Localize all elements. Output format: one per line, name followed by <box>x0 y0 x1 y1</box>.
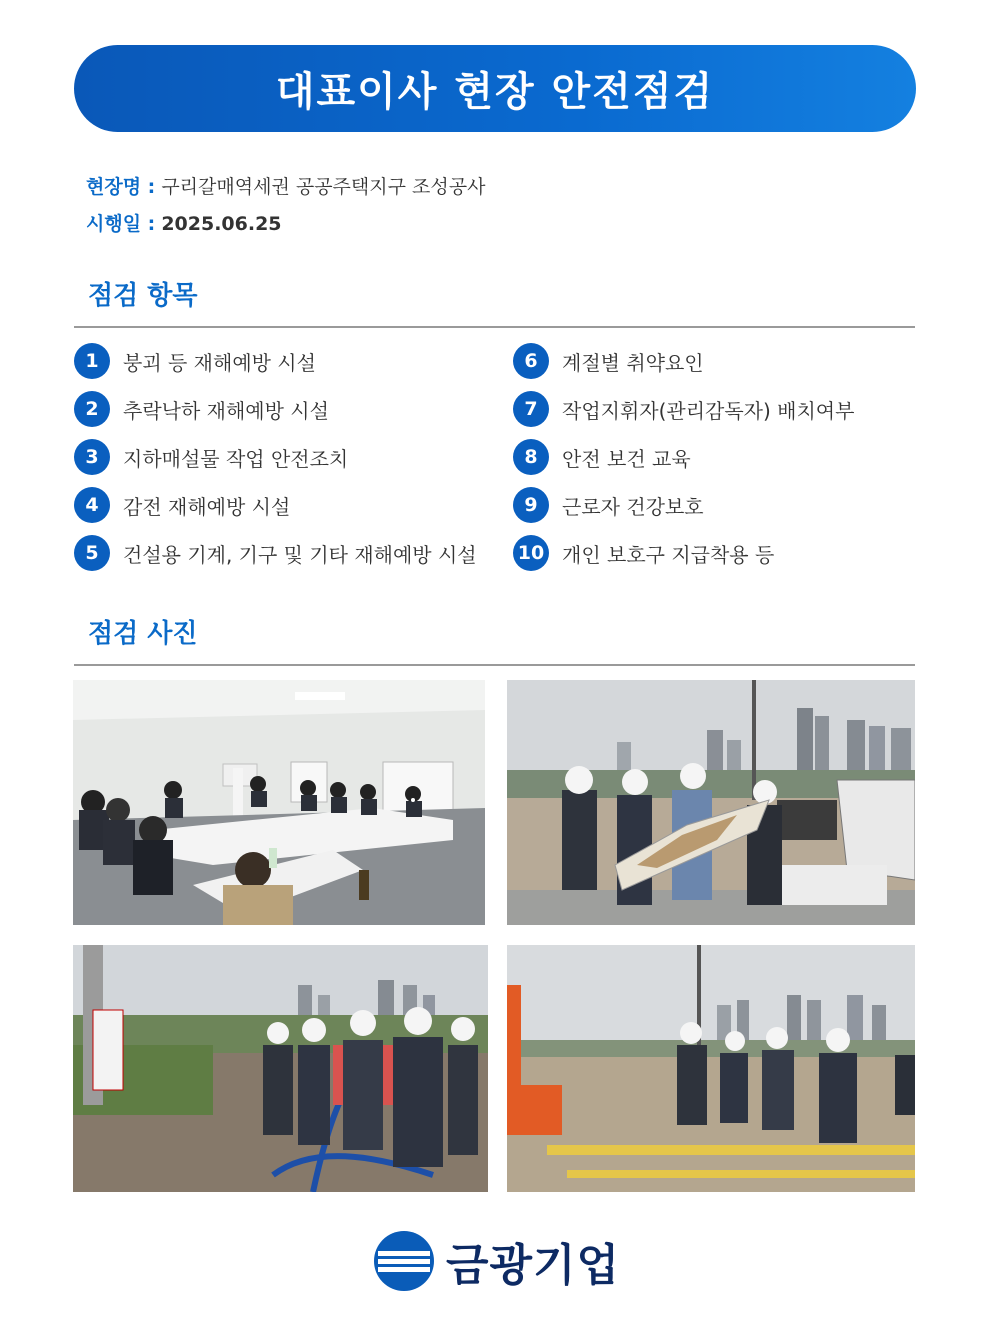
site-group-photo <box>507 945 915 1192</box>
checklist-item <box>74 391 329 427</box>
item-label: 근로자 건강보호 <box>562 494 704 519</box>
checklist <box>74 343 916 583</box>
company-logo <box>372 1228 652 1294</box>
item-number-badge: 4 <box>74 487 110 523</box>
checklist-item <box>74 343 316 379</box>
item-number-badge: 3 <box>74 439 110 475</box>
item-label: 개인 보호구 지급착용 등 <box>562 542 775 567</box>
item-label: 붕괴 등 재해예방 시설 <box>123 350 316 375</box>
checklist-item <box>74 439 348 475</box>
site-name-value: 구리갈매역세권 공공주택지구 조성공사 <box>161 176 486 198</box>
checklist-item <box>513 535 774 571</box>
item-number-badge: 8 <box>513 439 549 475</box>
item-number-badge: 2 <box>74 391 110 427</box>
checklist-item <box>513 487 704 523</box>
checklist-item <box>513 391 854 427</box>
title-banner <box>74 45 916 132</box>
date-value: 2025.06.25 <box>161 213 282 235</box>
checklist-item <box>74 487 290 523</box>
item-number-badge: 5 <box>74 535 110 571</box>
site-map-review-photo <box>507 680 915 925</box>
date-key: 시행일 : <box>86 213 156 235</box>
item-label: 안전 보건 교육 <box>562 446 691 471</box>
meeting-room-photo <box>73 680 485 925</box>
item-number-badge: 9 <box>513 487 549 523</box>
photos-heading: 점검 사진 <box>88 619 198 649</box>
item-number-badge: 6 <box>513 343 549 379</box>
item-label: 작업지휘자(관리감독자) 배치여부 <box>562 398 855 423</box>
checklist-heading: 점검 항목 <box>88 281 198 311</box>
checklist-divider <box>74 326 915 328</box>
item-label: 감전 재해예방 시설 <box>123 494 291 519</box>
item-label: 지하매설물 작업 안전조치 <box>123 446 349 471</box>
site-name-row <box>86 172 485 199</box>
company-name: 금광기업 <box>446 1240 621 1291</box>
date-row <box>86 209 282 236</box>
field-inspection-photo <box>73 945 488 1192</box>
item-label: 건설용 기계, 기구 및 기타 재해예방 시설 <box>123 542 477 567</box>
page-title: 대표이사 현장 안전점검 <box>275 69 715 115</box>
checklist-item <box>513 343 704 379</box>
item-label: 추락낙하 재해예방 시설 <box>123 398 329 423</box>
checklist-item <box>513 439 691 475</box>
company-logo-icon <box>372 1229 436 1293</box>
item-label: 계절별 취약요인 <box>562 350 704 375</box>
item-number-badge: 1 <box>74 343 110 379</box>
item-number-badge: 7 <box>513 391 549 427</box>
site-name-key: 현장명 : <box>86 176 156 198</box>
item-number-badge: 10 <box>513 535 549 571</box>
photos-divider <box>74 664 915 666</box>
checklist-item <box>74 535 477 571</box>
